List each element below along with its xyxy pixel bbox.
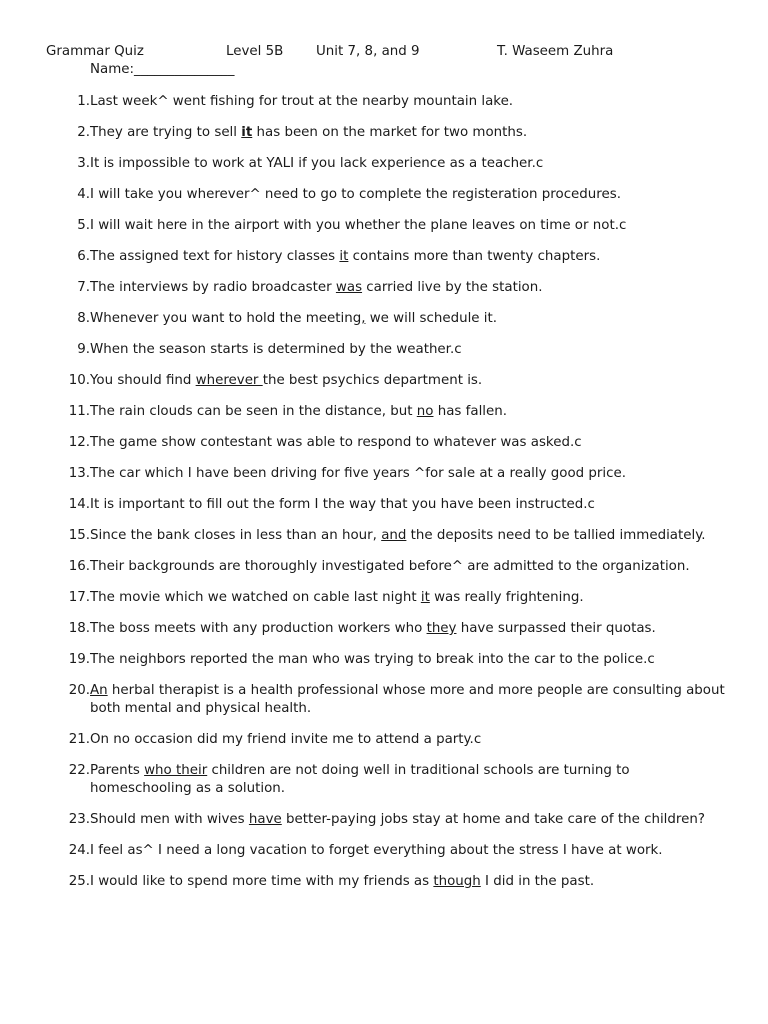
question-text-segment: the best psychics department is. xyxy=(262,373,483,388)
question-text xyxy=(90,651,728,669)
question-item xyxy=(0,124,768,142)
question-item xyxy=(0,403,768,421)
underlined-word: An xyxy=(90,683,108,698)
question-text xyxy=(90,731,728,749)
question-number: 1. xyxy=(77,94,90,109)
question-text xyxy=(90,372,728,390)
question-text-segment: Since the bank closes in less than an hour, xyxy=(90,528,382,543)
underlined-word: no xyxy=(416,404,434,419)
question-item xyxy=(0,651,768,669)
question-number: 20. xyxy=(68,683,90,698)
question-number: 22. xyxy=(68,763,90,778)
question-item xyxy=(0,527,768,545)
question-text-segment: I feel as^ I need a long vacation to forget everything about the stress I have at work. xyxy=(90,843,663,858)
underlined-word: , xyxy=(361,311,366,326)
question-number: 13. xyxy=(68,466,90,481)
quiz-title: Grammar Quiz xyxy=(46,44,144,59)
question-text xyxy=(90,93,728,111)
question-number: 17. xyxy=(68,590,90,605)
question-text xyxy=(90,248,728,266)
quiz-level: Level 5B xyxy=(226,44,284,59)
question-item xyxy=(0,842,768,860)
question-item xyxy=(0,811,768,829)
question-number: 14. xyxy=(68,497,90,512)
question-text xyxy=(90,279,728,297)
question-text xyxy=(90,155,728,173)
question-item xyxy=(0,310,768,328)
question-text xyxy=(90,496,728,514)
question-text-segment: The movie which we watched on cable last night xyxy=(90,590,421,605)
question-item xyxy=(0,558,768,576)
question-text-segment: Last week^ went fishing for trout at the nearby mountain lake. xyxy=(90,94,514,109)
question-text-segment: On no occasion did my friend invite me to attend a party.c xyxy=(90,732,482,747)
question-text xyxy=(90,124,728,142)
quiz-header xyxy=(46,44,726,62)
question-text-segment: I would like to spend more time with my friends as xyxy=(90,874,434,889)
question-text xyxy=(90,403,728,421)
question-item xyxy=(0,93,768,111)
underlined-word: who their xyxy=(144,763,208,778)
underlined-word: it xyxy=(420,590,430,605)
underlined-word: and xyxy=(381,528,407,543)
question-item xyxy=(0,589,768,607)
question-item xyxy=(0,186,768,204)
question-text-segment: better-paying jobs stay at home and take care of the children? xyxy=(281,812,705,827)
question-text xyxy=(90,465,728,483)
underlined-word: was xyxy=(335,280,363,295)
question-text xyxy=(90,558,728,576)
question-text-segment: carried live by the station. xyxy=(362,280,543,295)
question-text-segment: has been on the market for two months. xyxy=(252,125,528,140)
question-text xyxy=(90,842,728,860)
question-number: 6. xyxy=(77,249,90,264)
question-number: 11. xyxy=(68,404,90,419)
question-text-segment: The car which I have been driving for five years ^for sale at a really good price. xyxy=(90,466,626,481)
question-number: 4. xyxy=(77,187,90,202)
question-text xyxy=(90,217,728,235)
question-number: 3. xyxy=(77,156,90,171)
question-text-segment: The assigned text for history classes xyxy=(90,249,340,264)
question-number: 25. xyxy=(68,874,90,889)
question-text xyxy=(90,620,728,638)
question-number: 23. xyxy=(68,812,90,827)
question-text-segment: Their backgrounds are thoroughly investigated before^ are admitted to the organization. xyxy=(90,559,690,574)
underlined-word: though xyxy=(433,874,481,889)
question-number: 15. xyxy=(68,528,90,543)
underlined-word: they xyxy=(426,621,457,636)
question-number: 7. xyxy=(77,280,90,295)
question-number: 5. xyxy=(77,218,90,233)
question-text-segment: contains more than twenty chapters. xyxy=(348,249,601,264)
question-number: 10. xyxy=(68,373,90,388)
question-item xyxy=(0,434,768,452)
question-item xyxy=(0,620,768,638)
underlined-word: have xyxy=(248,812,282,827)
question-text-segment: The boss meets with any production workers who xyxy=(90,621,427,636)
question-text-segment: The interviews by radio broadcaster xyxy=(90,280,336,295)
question-text xyxy=(90,341,728,359)
question-number: 9. xyxy=(77,342,90,357)
question-text-segment: They are trying to sell xyxy=(90,125,242,140)
question-text-segment: Whenever you want to hold the meeting xyxy=(90,311,362,326)
question-text-segment: I will wait here in the airport with you whether the plane leaves on time or not.c xyxy=(90,218,627,233)
question-text xyxy=(90,682,728,718)
question-item xyxy=(0,217,768,235)
question-text-segment: herbal therapist is a health professional whose more and more people are consulting about both mental and physical health. xyxy=(90,683,725,716)
question-item xyxy=(0,682,768,718)
student-name-field: Name:_______________ xyxy=(90,62,235,77)
question-text-segment: was really frightening. xyxy=(429,590,584,605)
question-text-segment: I will take you wherever^ need to go to complete the registeration procedures. xyxy=(90,187,621,202)
question-item xyxy=(0,155,768,173)
question-number: 12. xyxy=(68,435,90,450)
question-item xyxy=(0,465,768,483)
quiz-units: Unit 7, 8, and 9 xyxy=(316,44,420,59)
question-text xyxy=(90,527,728,545)
question-text xyxy=(90,811,728,829)
question-number: 18. xyxy=(68,621,90,636)
question-number: 21. xyxy=(68,732,90,747)
question-text xyxy=(90,762,728,798)
underlined-word: it xyxy=(241,125,253,140)
question-item xyxy=(0,496,768,514)
question-text-segment: It is important to fill out the form I the way that you have been instructed.c xyxy=(90,497,595,512)
question-item xyxy=(0,279,768,297)
question-text xyxy=(90,434,728,452)
question-text-segment: has fallen. xyxy=(433,404,507,419)
question-text xyxy=(90,186,728,204)
question-item xyxy=(0,873,768,891)
question-text xyxy=(90,589,728,607)
question-text-segment: Parents xyxy=(90,763,145,778)
question-number: 19. xyxy=(68,652,90,667)
question-text-segment: The game show contestant was able to respond to whatever was asked.c xyxy=(90,435,582,450)
question-item xyxy=(0,248,768,266)
question-text-segment: we will schedule it. xyxy=(365,311,498,326)
question-number: 8. xyxy=(77,311,90,326)
question-number: 2. xyxy=(77,125,90,140)
question-text-segment: The rain clouds can be seen in the distance, but xyxy=(90,404,417,419)
question-text xyxy=(90,873,728,891)
question-list xyxy=(0,93,768,904)
question-text-segment: Should men with wives xyxy=(90,812,249,827)
question-item xyxy=(0,762,768,798)
question-text-segment: I did in the past. xyxy=(480,874,595,889)
teacher-name: T. Waseem Zuhra xyxy=(497,44,614,59)
question-text-segment: children are not doing well in traditional schools are turning to homeschooling as a solution. xyxy=(90,763,630,796)
question-text-segment: have surpassed their quotas. xyxy=(456,621,656,636)
question-text-segment: The neighbors reported the man who was trying to break into the car to the police.c xyxy=(90,652,655,667)
question-text xyxy=(90,310,728,328)
question-text-segment: You should find xyxy=(90,373,196,388)
question-item xyxy=(0,731,768,749)
question-number: 24. xyxy=(68,843,90,858)
question-item xyxy=(0,341,768,359)
question-item xyxy=(0,372,768,390)
question-text-segment: It is impossible to work at YALI if you lack experience as a teacher.c xyxy=(90,156,544,171)
underlined-word: wherever xyxy=(195,373,263,388)
question-number: 16. xyxy=(68,559,90,574)
question-text-segment: the deposits need to be tallied immediately. xyxy=(406,528,706,543)
underlined-word: it xyxy=(339,249,349,264)
question-text-segment: When the season starts is determined by the weather.c xyxy=(90,342,462,357)
